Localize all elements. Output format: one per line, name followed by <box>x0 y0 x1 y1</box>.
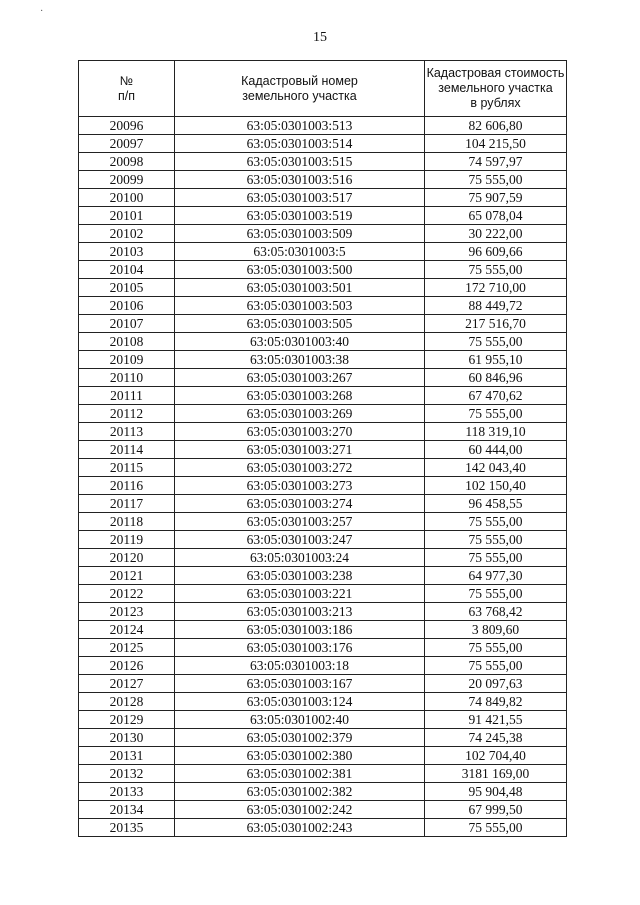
cadastral-value: 75 555,00 <box>425 333 567 351</box>
cadastral-number: 63:05:0301003:516 <box>175 171 425 189</box>
cadastral-value: 82 606,80 <box>425 117 567 135</box>
table-row <box>79 801 567 819</box>
table-row <box>79 423 567 441</box>
table-row <box>79 783 567 801</box>
table-row <box>79 189 567 207</box>
row-index: 20129 <box>79 711 175 729</box>
cadastral-value: 96 458,55 <box>425 495 567 513</box>
row-index: 20114 <box>79 441 175 459</box>
cadastral-number: 63:05:0301003:213 <box>175 603 425 621</box>
cadastral-value: 63 768,42 <box>425 603 567 621</box>
header-value-line-3: в рублях <box>470 96 521 110</box>
cadastral-value: 60 444,00 <box>425 441 567 459</box>
table-row <box>79 729 567 747</box>
table-row <box>79 747 567 765</box>
row-index: 20097 <box>79 135 175 153</box>
row-index: 20102 <box>79 225 175 243</box>
header-index-line-1: № <box>119 73 134 88</box>
row-index: 20120 <box>79 549 175 567</box>
cadastral-number: 63:05:0301003:267 <box>175 369 425 387</box>
row-index: 20128 <box>79 693 175 711</box>
row-index: 20100 <box>79 189 175 207</box>
row-index: 20134 <box>79 801 175 819</box>
cadastral-value-table <box>78 60 567 837</box>
row-index: 20124 <box>79 621 175 639</box>
table-row <box>79 531 567 549</box>
page-number: 15 <box>313 30 327 45</box>
cadastral-number: 63:05:0301003:24 <box>175 549 425 567</box>
header-index-line-2: п/п <box>117 88 135 103</box>
row-index: 20125 <box>79 639 175 657</box>
cadastral-value: 95 904,48 <box>425 783 567 801</box>
cadastral-value: 75 555,00 <box>425 549 567 567</box>
table-row <box>79 495 567 513</box>
table-row <box>79 621 567 639</box>
cadastral-number: 63:05:0301003:270 <box>175 423 425 441</box>
cadastral-number: 63:05:0301003:247 <box>175 531 425 549</box>
cadastral-value: 104 215,50 <box>425 135 567 153</box>
cadastral-number: 63:05:0301003:519 <box>175 207 425 225</box>
table-row <box>79 315 567 333</box>
cadastral-value: 75 555,00 <box>425 405 567 423</box>
table-row <box>79 441 567 459</box>
header-cadastral-line-2: земельного участка <box>242 88 357 103</box>
table-header-row <box>79 61 567 117</box>
header-cadastral-line-1: Кадастровый номер <box>241 73 358 88</box>
table-row <box>79 675 567 693</box>
cadastral-number: 63:05:0301003:38 <box>175 351 425 369</box>
cadastral-number: 63:05:0301002:40 <box>175 711 425 729</box>
row-index: 20123 <box>79 603 175 621</box>
table-row <box>79 513 567 531</box>
cadastral-number: 63:05:0301003:167 <box>175 675 425 693</box>
cadastral-value: 74 849,82 <box>425 693 567 711</box>
cadastral-number: 63:05:0301003:40 <box>175 333 425 351</box>
cadastral-number: 63:05:0301003:501 <box>175 279 425 297</box>
table-row <box>79 243 567 261</box>
cadastral-value: 102 150,40 <box>425 477 567 495</box>
table-row <box>79 279 567 297</box>
cadastral-value: 91 421,55 <box>425 711 567 729</box>
header-cadastral-number <box>175 61 425 117</box>
cadastral-value: 75 907,59 <box>425 189 567 207</box>
cadastral-value: 67 470,62 <box>425 387 567 405</box>
table-row <box>79 117 567 135</box>
cadastral-value: 88 449,72 <box>425 297 567 315</box>
cadastral-number: 63:05:0301003:221 <box>175 585 425 603</box>
table-row <box>79 225 567 243</box>
row-index: 20109 <box>79 351 175 369</box>
row-index: 20108 <box>79 333 175 351</box>
cadastral-number: 63:05:0301002:380 <box>175 747 425 765</box>
cadastral-number: 63:05:0301003:124 <box>175 693 425 711</box>
cadastral-number: 63:05:0301003:517 <box>175 189 425 207</box>
table-row <box>79 657 567 675</box>
header-value-line-2: земельного участка <box>438 81 553 95</box>
table-row <box>79 369 567 387</box>
cadastral-number: 63:05:0301003:514 <box>175 135 425 153</box>
row-index: 20112 <box>79 405 175 423</box>
row-index: 20105 <box>79 279 175 297</box>
header-cadastral-value <box>425 61 567 117</box>
cadastral-number: 63:05:0301002:379 <box>175 729 425 747</box>
cadastral-number: 63:05:0301003:186 <box>175 621 425 639</box>
cadastral-number: 63:05:0301002:381 <box>175 765 425 783</box>
table-row <box>79 387 567 405</box>
cadastral-value: 75 555,00 <box>425 513 567 531</box>
cadastral-value: 75 555,00 <box>425 585 567 603</box>
row-index: 20118 <box>79 513 175 531</box>
table-row <box>79 351 567 369</box>
row-index: 20132 <box>79 765 175 783</box>
cadastral-value: 217 516,70 <box>425 315 567 333</box>
row-index: 20107 <box>79 315 175 333</box>
cadastral-number: 63:05:0301003:271 <box>175 441 425 459</box>
row-index: 20127 <box>79 675 175 693</box>
cadastral-number: 63:05:0301002:382 <box>175 783 425 801</box>
header-index <box>79 61 175 117</box>
cadastral-number: 63:05:0301003:176 <box>175 639 425 657</box>
cadastral-value: 3181 169,00 <box>425 765 567 783</box>
cadastral-number: 63:05:0301002:242 <box>175 801 425 819</box>
cadastral-number: 63:05:0301003:269 <box>175 405 425 423</box>
row-index: 20103 <box>79 243 175 261</box>
row-index: 20131 <box>79 747 175 765</box>
row-index: 20104 <box>79 261 175 279</box>
cadastral-value: 75 555,00 <box>425 639 567 657</box>
cadastral-value: 118 319,10 <box>425 423 567 441</box>
table-row <box>79 405 567 423</box>
row-index: 20135 <box>79 819 175 837</box>
cadastral-value: 67 999,50 <box>425 801 567 819</box>
table-row <box>79 207 567 225</box>
row-index: 20126 <box>79 657 175 675</box>
table-row <box>79 549 567 567</box>
row-index: 20115 <box>79 459 175 477</box>
cadastral-value: 75 555,00 <box>425 531 567 549</box>
cadastral-value: 61 955,10 <box>425 351 567 369</box>
table-row <box>79 153 567 171</box>
row-index: 20116 <box>79 477 175 495</box>
cadastral-number: 63:05:0301003:503 <box>175 297 425 315</box>
row-index: 20101 <box>79 207 175 225</box>
table-row <box>79 711 567 729</box>
cadastral-value: 60 846,96 <box>425 369 567 387</box>
table-row <box>79 567 567 585</box>
cadastral-value: 75 555,00 <box>425 819 567 837</box>
cadastral-number: 63:05:0301003:513 <box>175 117 425 135</box>
cadastral-value: 3 809,60 <box>425 621 567 639</box>
row-index: 20096 <box>79 117 175 135</box>
cadastral-number: 63:05:0301002:243 <box>175 819 425 837</box>
table-body <box>79 117 567 837</box>
cadastral-value: 172 710,00 <box>425 279 567 297</box>
cadastral-number: 63:05:0301003:509 <box>175 225 425 243</box>
row-index: 20117 <box>79 495 175 513</box>
cadastral-number: 63:05:0301003:500 <box>175 261 425 279</box>
table-row <box>79 477 567 495</box>
cadastral-number: 63:05:0301003:18 <box>175 657 425 675</box>
table-row <box>79 297 567 315</box>
cadastral-number: 63:05:0301003:257 <box>175 513 425 531</box>
cadastral-number: 63:05:0301003:272 <box>175 459 425 477</box>
table-row <box>79 135 567 153</box>
cadastral-number: 63:05:0301003:274 <box>175 495 425 513</box>
table-row <box>79 603 567 621</box>
table-row <box>79 819 567 837</box>
cadastral-number: 63:05:0301003:238 <box>175 567 425 585</box>
row-index: 20113 <box>79 423 175 441</box>
table-row <box>79 261 567 279</box>
cadastral-value: 142 043,40 <box>425 459 567 477</box>
table-row <box>79 765 567 783</box>
row-index: 20106 <box>79 297 175 315</box>
row-index: 20110 <box>79 369 175 387</box>
scan-mark: · <box>40 6 44 17</box>
table-row <box>79 333 567 351</box>
cadastral-number: 63:05:0301003:515 <box>175 153 425 171</box>
row-index: 20122 <box>79 585 175 603</box>
row-index: 20119 <box>79 531 175 549</box>
row-index: 20111 <box>79 387 175 405</box>
cadastral-value: 65 078,04 <box>425 207 567 225</box>
cadastral-value: 74 245,38 <box>425 729 567 747</box>
row-index: 20130 <box>79 729 175 747</box>
table-row <box>79 693 567 711</box>
cadastral-number: 63:05:0301003:273 <box>175 477 425 495</box>
cadastral-value: 75 555,00 <box>425 657 567 675</box>
header-value-line-1: Кадастровая стоимость <box>426 66 565 80</box>
row-index: 20121 <box>79 567 175 585</box>
table-row <box>79 171 567 189</box>
cadastral-number: 63:05:0301003:5 <box>175 243 425 261</box>
row-index: 20098 <box>79 153 175 171</box>
row-index: 20133 <box>79 783 175 801</box>
cadastral-value: 75 555,00 <box>425 171 567 189</box>
row-index: 20099 <box>79 171 175 189</box>
cadastral-value: 75 555,00 <box>425 261 567 279</box>
cadastral-value: 102 704,40 <box>425 747 567 765</box>
cadastral-value: 64 977,30 <box>425 567 567 585</box>
table-row <box>79 585 567 603</box>
cadastral-number: 63:05:0301003:505 <box>175 315 425 333</box>
table-row <box>79 639 567 657</box>
table-row <box>79 459 567 477</box>
cadastral-value: 96 609,66 <box>425 243 567 261</box>
cadastral-value: 20 097,63 <box>425 675 567 693</box>
cadastral-value: 30 222,00 <box>425 225 567 243</box>
cadastral-number: 63:05:0301003:268 <box>175 387 425 405</box>
cadastral-value: 74 597,97 <box>425 153 567 171</box>
